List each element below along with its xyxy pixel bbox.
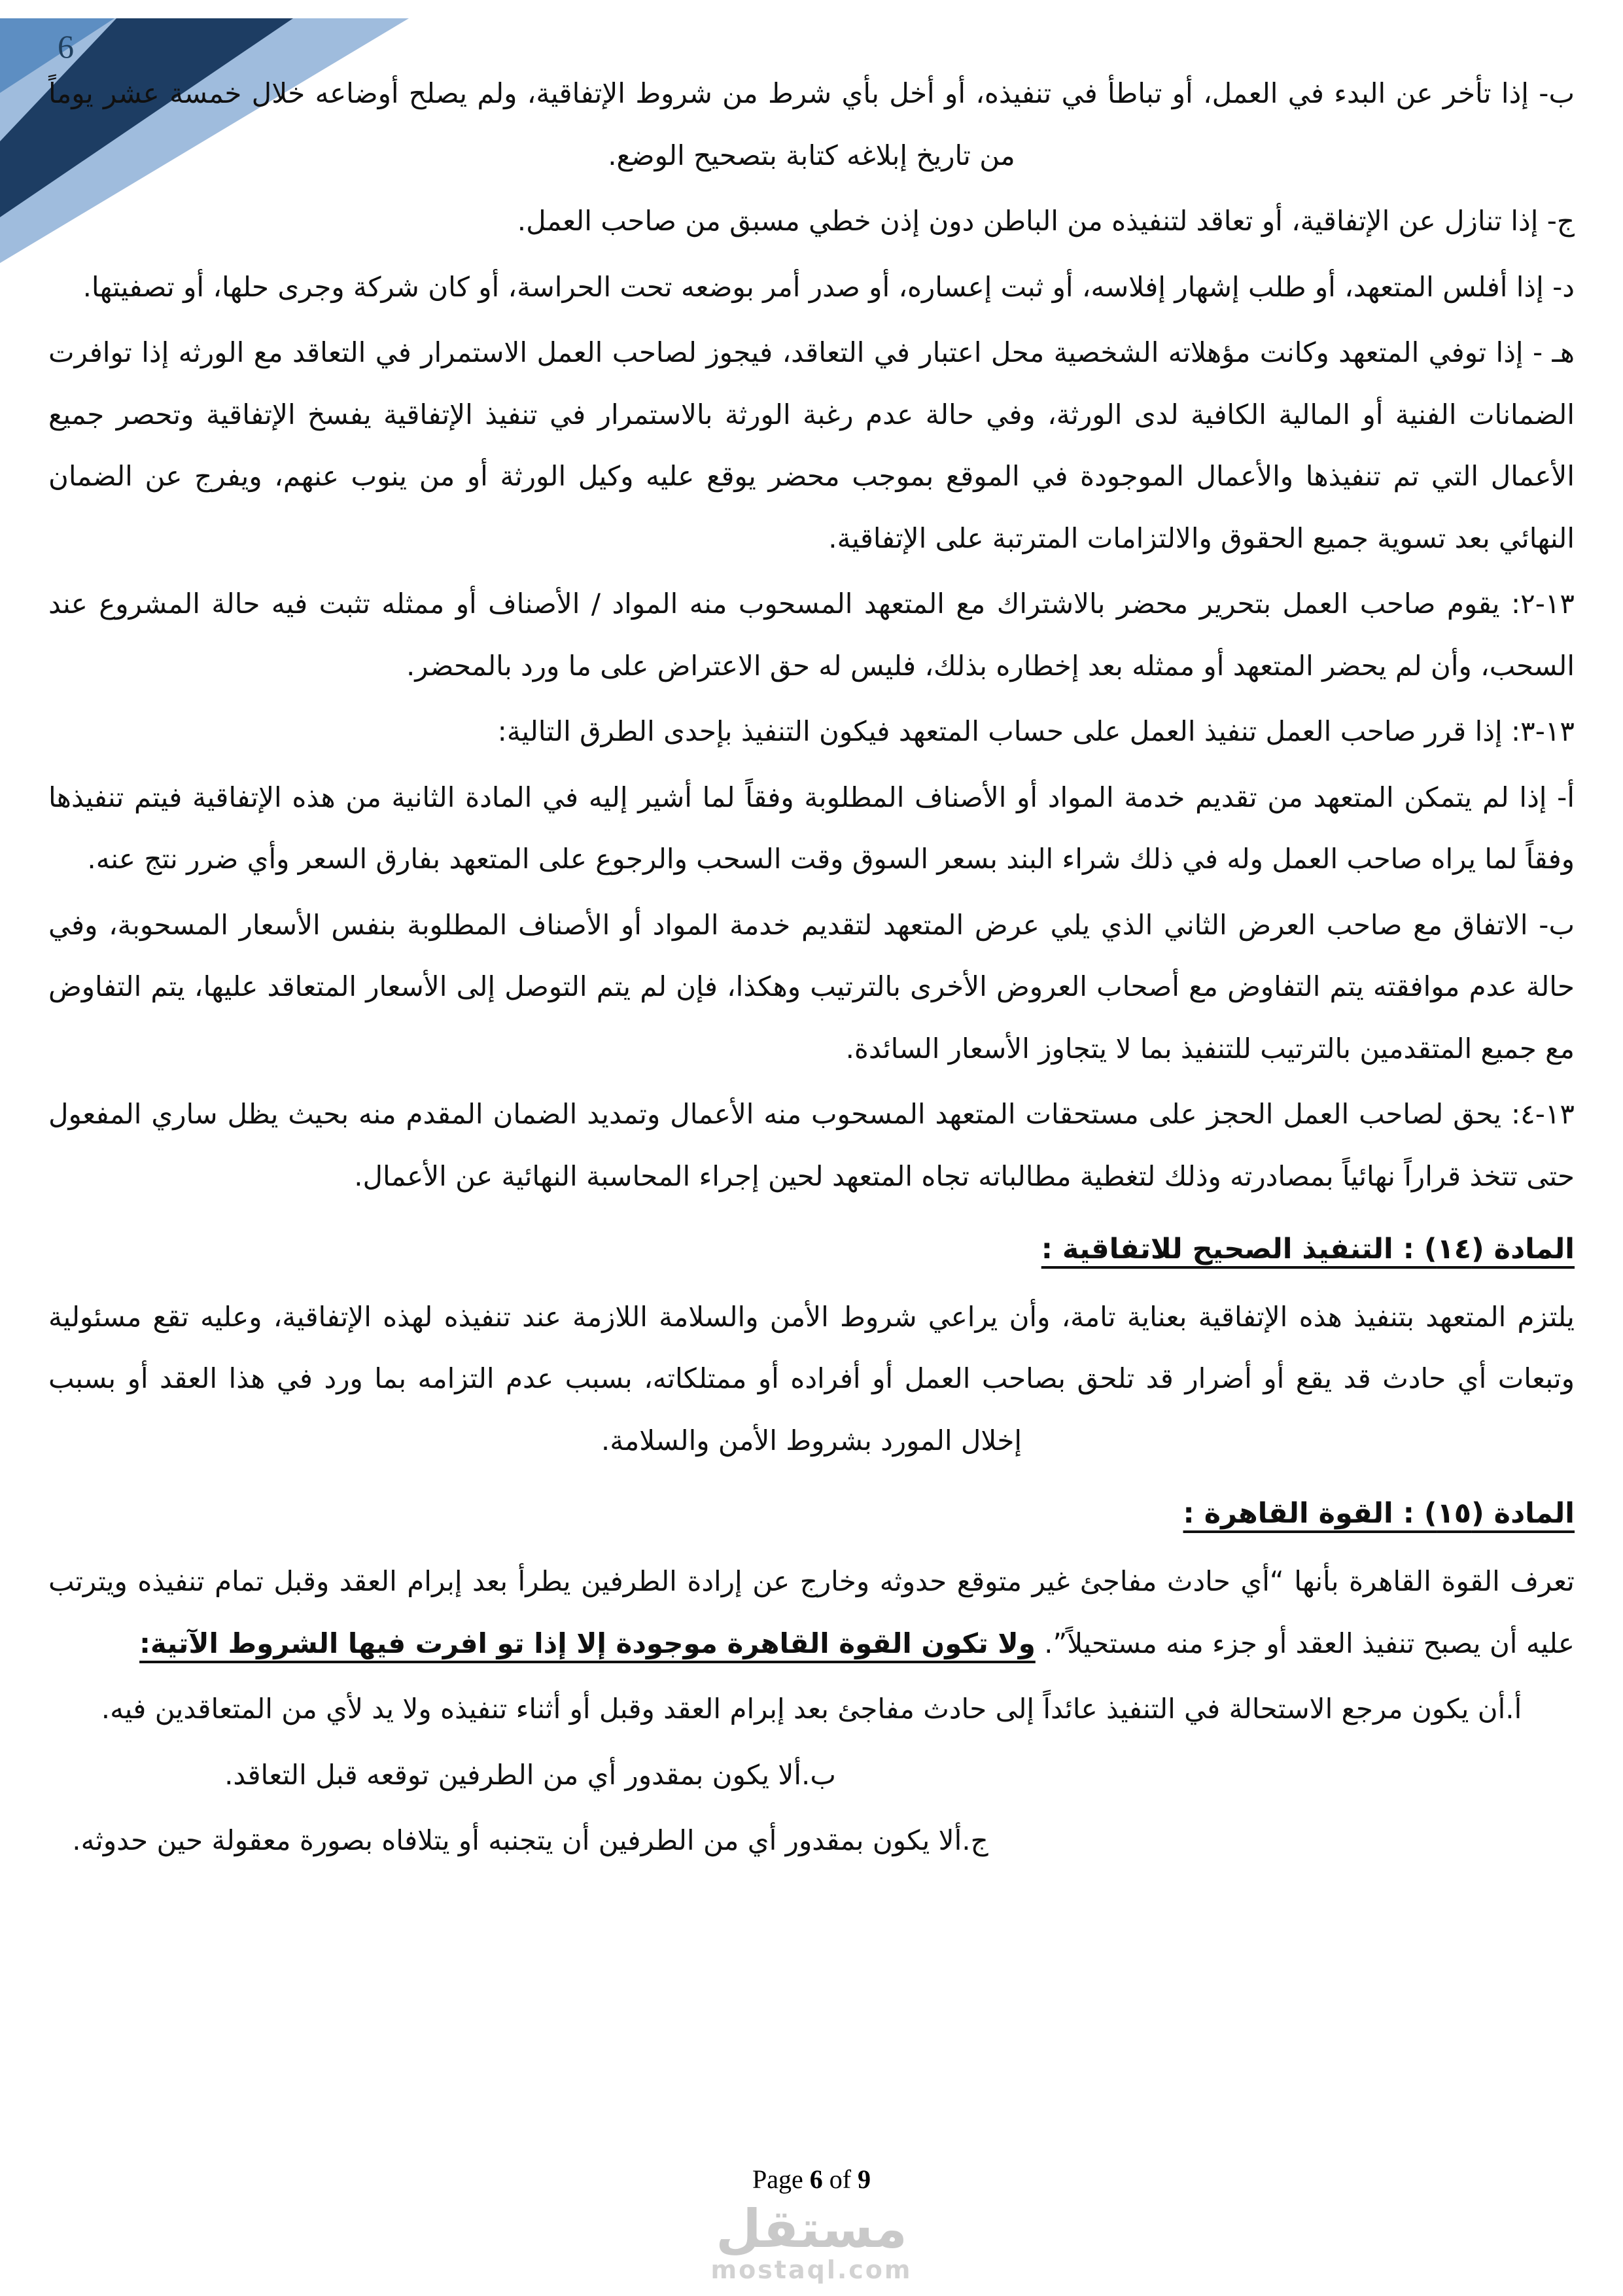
footer-page-middle: of: [829, 2164, 852, 2194]
article-13-3-item-a: أ- إذا لم يتمكن المتعهد من تقديم خدمة المواد أو الأصناف المطلوبة وفقاً لما أشير إليه في المادة الثانية من هذه الإتفاقية فيتم تنفيذها وفقاً لما يراه صاحب العمل وله في ذلك شراء البند بسعر السوق وقت السحب والرجوع على المتعهد بفارق السعر وأي ضرر نتج عنه.: [48, 781, 1575, 875]
force-majeure-condition-b: ب.ألا يكون بمقدور أي من الطرفين توقعه قبل التعاقد.: [224, 1758, 836, 1791]
article-13-3-paragraph: ١٣-٣: إذا قرر صاحب العمل تنفيذ العمل على حساب المتعهد فيكون التنفيذ بإحدى الطرق التالية:: [497, 715, 1575, 747]
clause-h-death-of-contractor: هـ - إذا توفي المتعهد وكانت مؤهلاته الشخصية محل اعتبار في التعاقد، فيجوز لصاحب العمل الاستمرار في التعاقد مع الورثه إذا توافرت الضمانات الفنية أو المالية الكافية لدى الورثة، وفي حالة عدم رغبة الورثة بالاستمرار في تنفيذ الإتفاقية يفسخ الإتفاقية وتحصر جميع الأعمال التي تم تنفيذها والأعمال الموجودة في الموقع بموجب محضر يوقع عليه وكيل الورثة أو من ينوب عنهم، ويفرج عن الضمان النهائي بعد تسوية جميع الحقوق والالتزامات المترتبة على الإتفاقية.: [48, 336, 1575, 554]
article-13-3-item-b: ب- الاتفاق مع صاحب العرض الثاني الذي يلي عرض المتعهد لتقديم خدمة المواد أو الأصناف المطلوبة بنفس الأسعار المسحوبة، وفي حالة عدم موافقته يتم التفاوض مع أصحاب العروض الأخرى بالترتيب وهكذا، فإن لم يتم التوصل إلى الأسعار المتعاقد عليها، يتم التفاوض مع جميع المتقدمين بالترتيب للتنفيذ بما لا يتجاوز الأسعار السائدة.: [48, 908, 1575, 1065]
article-13-2-paragraph: ١٣-٢: يقوم صاحب العمل بتحرير محضر بالاشتراك مع المتعهد المسحوب منه المواد / الأصناف أو ممثله تثبت فيه حالة المشروع عند السحب، وأن لم يحضر المتعهد أو ممثله بعد إخطاره بذلك، فليس له حق الاعتراض على ما ورد بالمحضر.: [48, 588, 1575, 682]
corner-page-number: 6: [58, 28, 74, 65]
force-majeure-conditions-lead: ولا تكون القوة القاهرة موجودة إلا إذا تو افرت فيها الشروط الآتية:: [139, 1627, 1036, 1659]
mostaql-logo: مستقل: [716, 2199, 907, 2259]
clause-j-subcontracting: ج- إذا تنازل عن الإتفاقية، أو تعاقد لتنفيذه من الباطن دون إذن خطي مسبق من صاحب العمل.: [517, 205, 1575, 237]
article-14-heading: المادة (١٤) : التنفيذ الصحيح للاتفاقية :: [1041, 1233, 1575, 1265]
force-majeure-condition-c: ج.ألا يكون بمقدور أي من الطرفين أن يتجنبه أو يتلافاه بصورة معقولة حين حدوثه.: [72, 1824, 988, 1856]
article-13-4-paragraph: ١٣-٤: يحق لصاحب العمل الحجز على مستحقات المتعهد المسحوب منه الأعمال وتمديد الضمان المقدم منه بحيث يظل ساري المفعول حتى تتخذ قراراً نهائياً بمصادرته وذلك لتغطية مطالباته تجاه المتعهد لحين إجراء المحاسبة النهائية عن الأعمال.: [48, 1098, 1575, 1192]
clause-d-bankruptcy: د- إذا أفلس المتعهد، أو طلب إشهار إفلاسه، أو ثبت إعساره، أو صدر أمر بوضعه تحت الحراسة، أو كان شركة وجرى حلها، أو تصفيتها.: [82, 270, 1575, 303]
footer-page-prefix: Page: [752, 2164, 803, 2194]
force-majeure-definition-text: تعرف القوة القاهرة بأنها “أي حادث مفاجئ غير متوقع حدوثه وخارج عن إرادة الطرفين يطرأ بعد إبرام العقد وقبل تمام تنفيذه ويترتب عليه أن يصبح تنفيذ العقد أو جزء منه مستحيلاً”.: [48, 1565, 1575, 1659]
article-15-heading: المادة (١٥) : القوة القاهرة :: [1183, 1497, 1575, 1530]
force-majeure-condition-a: أ.أن يكون مرجع الاستحالة في التنفيذ عائداً إلى حادث مفاجئ بعد إبرام العقد وقبل أو أثناء تنفيذه ولا يد لأي من المتعاقدين فيه.: [101, 1693, 1522, 1725]
clause-b-termination: ب- إذا تأخر عن البدء في العمل، أو تباطأ في تنفيذه، أو أخل بأي شرط من شروط الإتفاقية، ولم يصلح أوضاعه خلال خمسة عشر يوماً من تاريخ إبلاغه كتابة بتصحيح الوضع.: [48, 77, 1575, 171]
mostaql-domain: mostaql.com: [710, 2255, 913, 2284]
footer-page-current: 6: [809, 2164, 823, 2194]
force-majeure-definition: [48, 1551, 1575, 1674]
page-footer: [0, 2164, 1623, 2195]
watermark: [0, 2199, 1623, 2284]
document-body: [48, 63, 1575, 1876]
footer-page-total: 9: [858, 2164, 871, 2194]
article-14-body: يلتزم المتعهد بتنفيذ هذه الإتفاقية بعناية تامة، وأن يراعي شروط الأمن والسلامة اللازمة عند تنفيذه لهذه الإتفاقية، وعليه تقع مسئولية وتبعات أي حادث قد يقع أو أضرار قد تلحق بصاحب العمل أو أفراده أو ممتلكاته، بسبب عدم التزامه بما ورد في هذا العقد أو بسبب إخلال المورد بشروط الأمن والسلامة.: [48, 1300, 1575, 1457]
